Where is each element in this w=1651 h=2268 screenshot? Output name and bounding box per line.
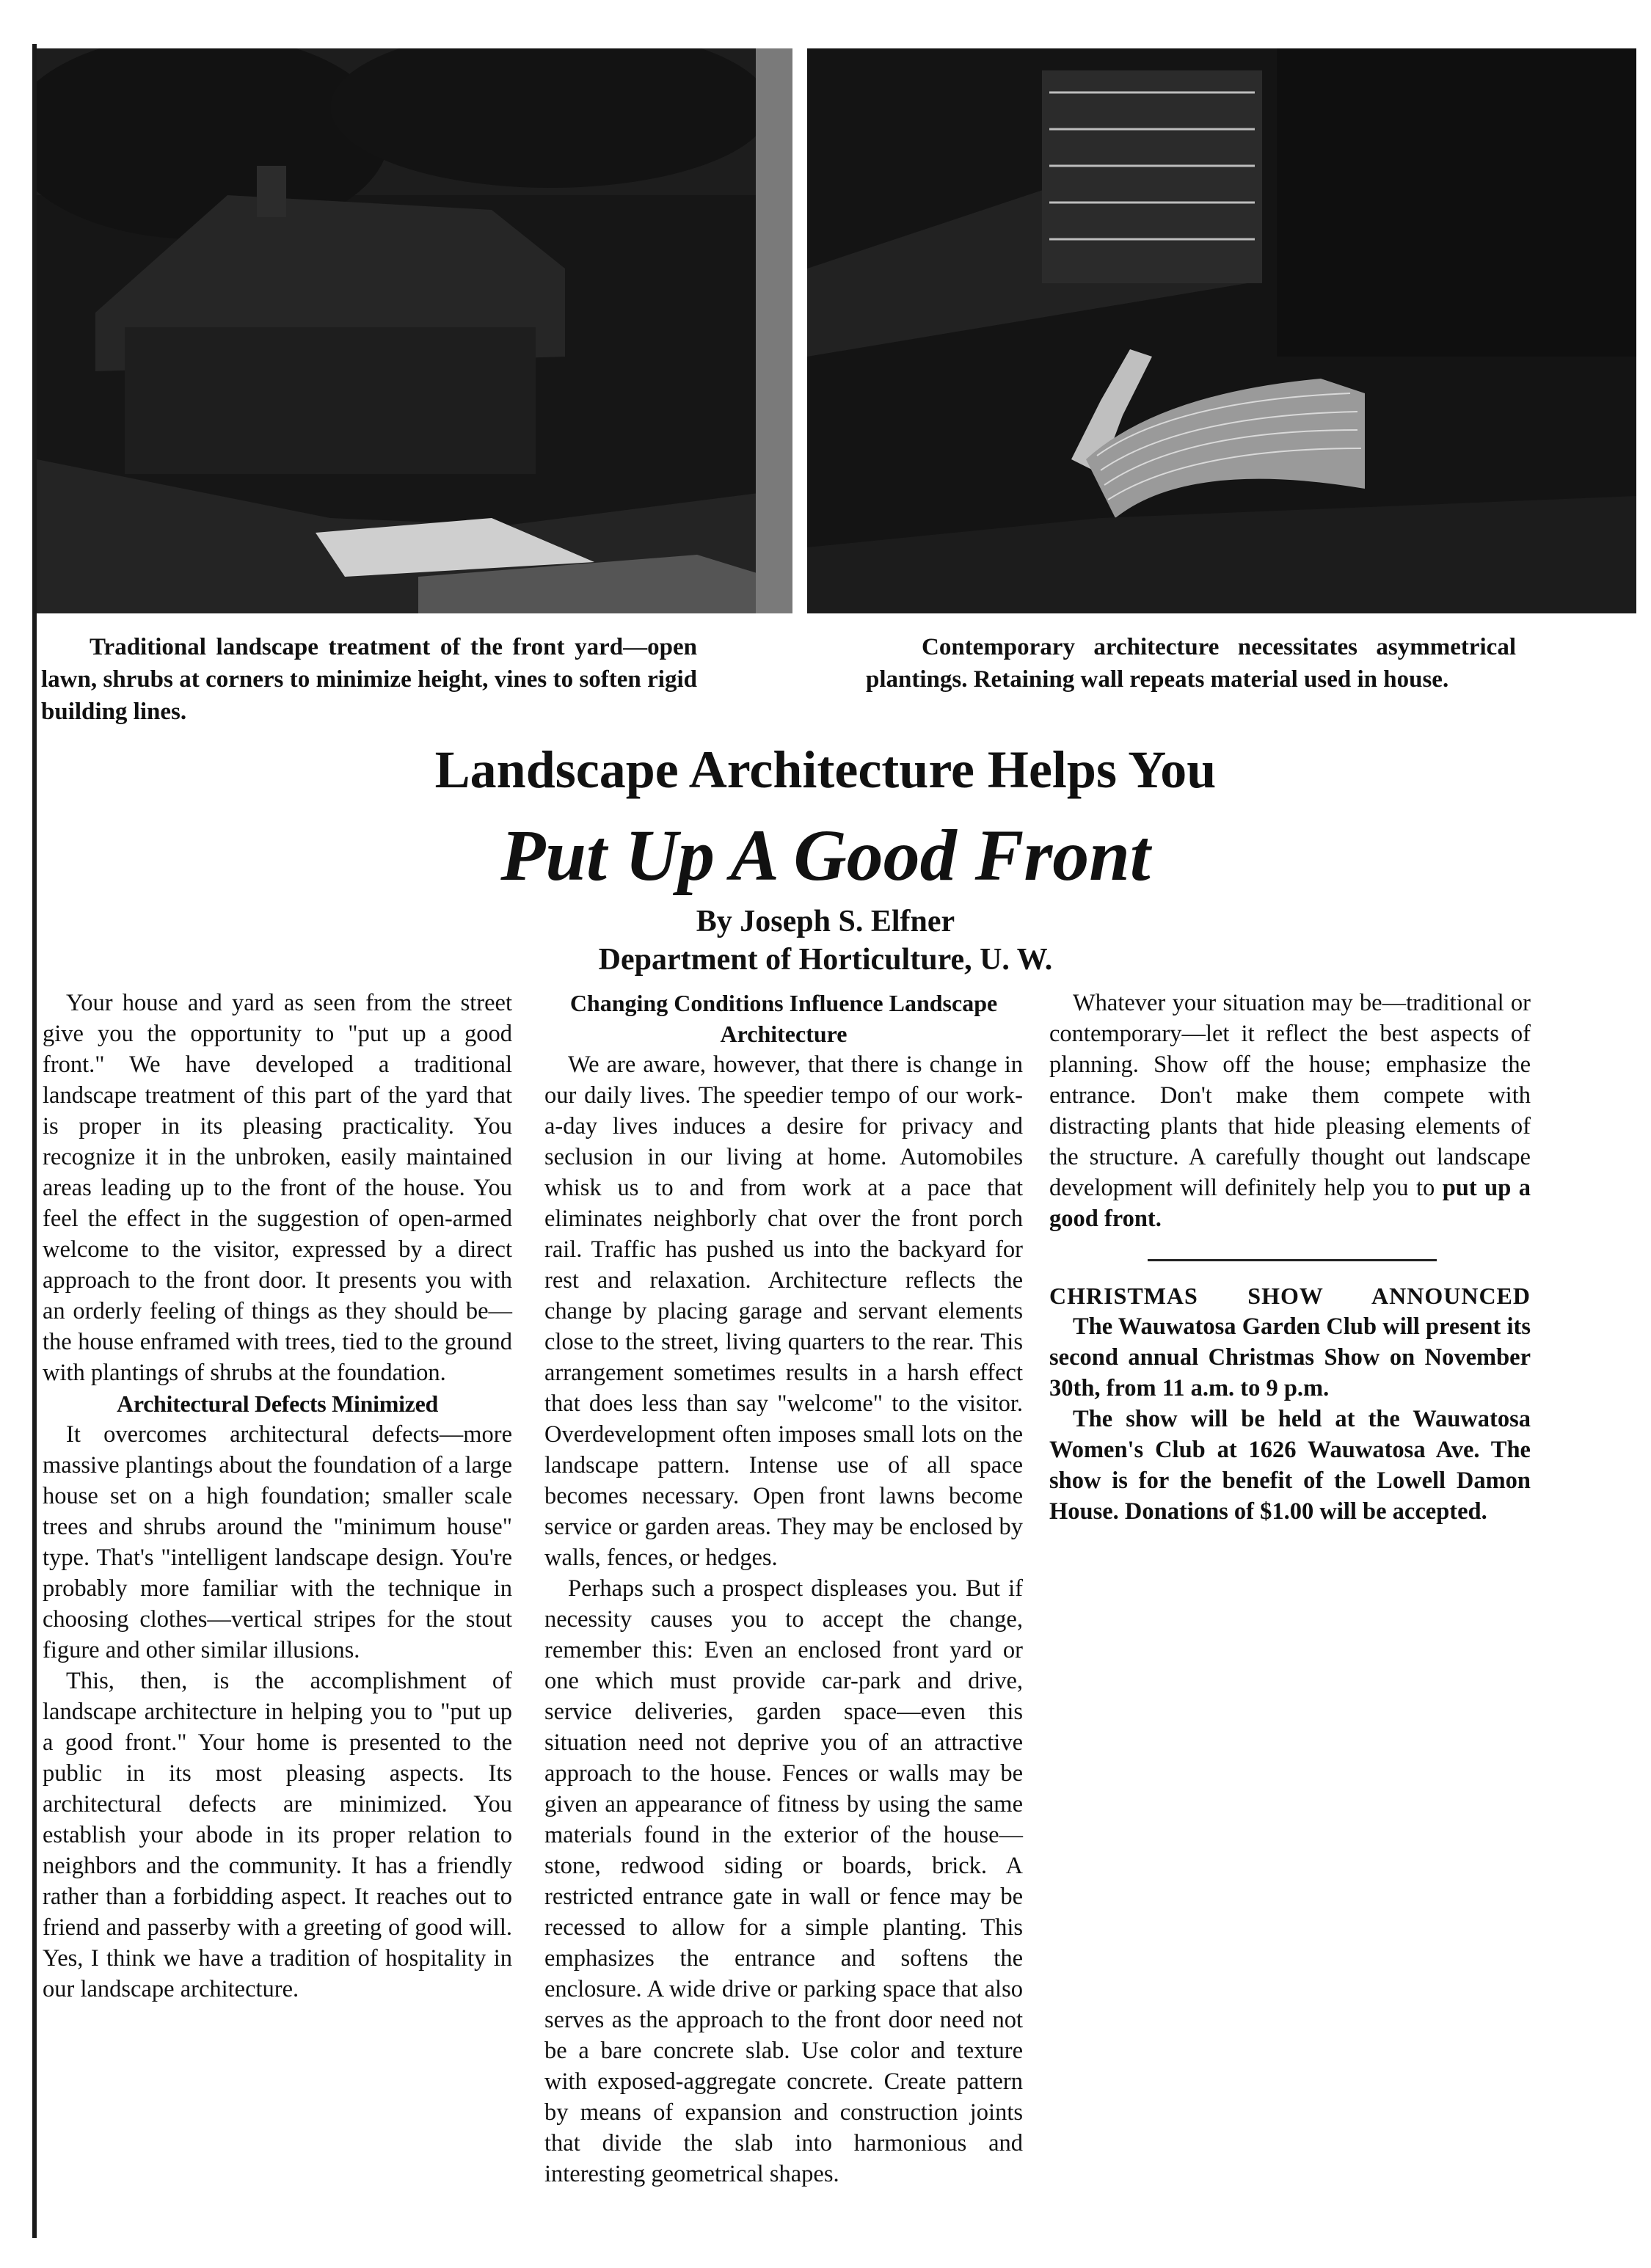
article-column-2	[544, 988, 1023, 2189]
traditional-house-photo	[37, 48, 792, 613]
article-paragraph: This, then, is the accomplishment of landscape architecture in helping you to "put up a good front." Your home is presented to the public in its most pleasing aspects. Its architectural defects are minimized. You establish your abode in its proper relation to neighbors and the community. It has a friendly rather than a forbidding aspect. It reaches out to friend and passerby with a greeting of good will. Yes, I think we have a tradition of hospitality in our landscape architecture.	[43, 1668, 512, 2002]
department-line: Department of Horticulture, U. W.	[598, 943, 1053, 977]
section-heading: Architectural Defects Minimized	[117, 1390, 438, 1417]
announcement-paragraph: The Wauwatosa Garden Club will present its second annual Christmas Show on November 30th, from 11 a.m. to 9 p.m.	[1049, 1313, 1531, 1401]
right-photo-caption: Contemporary architecture necessitates asymmetrical plantings. Retaining wall repeats material used in house.	[866, 634, 1516, 693]
byline: By Joseph S. Elfner	[696, 905, 955, 938]
contemporary-house-photo	[807, 48, 1636, 613]
closing-bold-text: put up a good front.	[1049, 1175, 1531, 1232]
left-photo-caption: Traditional landscape treatment of the front yard—open lawn, shrubs at corners to minimize height, vines to soften rigid building lines.	[41, 634, 697, 725]
announcement-heading: CHRISTMAS SHOW ANNOUNCED	[1049, 1283, 1531, 1309]
article-column-1	[43, 988, 512, 2005]
article-paragraph	[1049, 988, 1531, 1234]
article-column-3	[1049, 988, 1531, 1527]
closing-text: Whatever your situation may be—traditional or contemporary—let it reflect the best aspects of planning. Show off the house; emphasize the entrance. Don't make them compete with distracting plants that hide pleasing elements of the structure. A carefully thought out landscape development will definitely help you to	[1049, 990, 1531, 1201]
article-paragraph: We are aware, however, that there is change in our daily lives. The speedier tempo of our work-a-day lives induces a desire for privacy and seclusion in our living at home. Automobiles whisk us to and from work at a pace that eliminates neighborly chat over the front porch rail. Traffic has pushed us into the backyard for rest and relaxation. Architecture reflects the change by placing garage and servant elements close to the street, living quarters to the rear. This arrangement sometimes results in a harsh effect that does less than say "welcome" to the visitor. Overdevelopment often imposes small lots on the landscape pattern. Intense use of all space becomes necessary. Open front lawns become service or garden areas. They may be enclosed by walls, fences, or hedges.	[544, 1051, 1023, 1571]
article-paragraph: Your house and yard as seen from the street give you the opportunity to "put up a good front." We have developed a traditional landscape treatment of this part of the yard that is proper in its pleasing practicality. You recognize it in the unbroken, easily maintained areas leading up to the front of the house. You feel the effect in the suggestion of open-armed welcome to the visitor, expressed by a direct approach to the front door. It presents you with an orderly feeling of things as they should be—the house enframed with trees, tied to the ground with plantings of shrubs at the foundation.	[43, 990, 512, 1386]
article-paragraph: It overcomes architectural defects—more massive plantings about the foundation of a large house set on a high foundation; smaller scale trees and shrubs around the "minimum house" type. That's "intelligent landscape design. You're probably more familiar with the technique in choosing clothes—vertical stripes for the stout figure and other similar illusions.	[43, 1421, 512, 1663]
section-heading: Changing Conditions Influence Landscape Architecture	[569, 990, 998, 1047]
section-divider	[1148, 1259, 1437, 1261]
announcement-paragraph: The show will be held at the Wauwatosa Women's Club at 1626 Wauwatosa Ave. The show is for the benefit of the Lowell Damon House. Donations of $1.00 will be accepted.	[1049, 1406, 1531, 1525]
headline-line-2: Put Up A Good Front	[500, 814, 1151, 896]
headline-line-1: Landscape Architecture Helps You	[434, 740, 1217, 799]
article-paragraph: Perhaps such a prospect displeases you. But if necessity causes you to accept the change, remember this: Even an enclosed front yard or one which must provide car-park and drive, service deliveries, garden space—even this situation need not deprive you of an attractive approach to the house. Fences or walls may be given an appearance of fitness by using the same materials found in the exterior of the house—stone, redwood siding or boards, brick. A restricted entrance gate in wall or fence may be recessed to allow for a simple planting. This emphasizes the entrance and softens the enclosure. A wide drive or parking space that also serves as the approach to the front door need not be a bare concrete slab. Use color and texture with exposed-aggregate concrete. Create pattern by means of expansion and construction joints that divide the slab into harmonious and interesting geometrical shapes.	[544, 1575, 1023, 2187]
